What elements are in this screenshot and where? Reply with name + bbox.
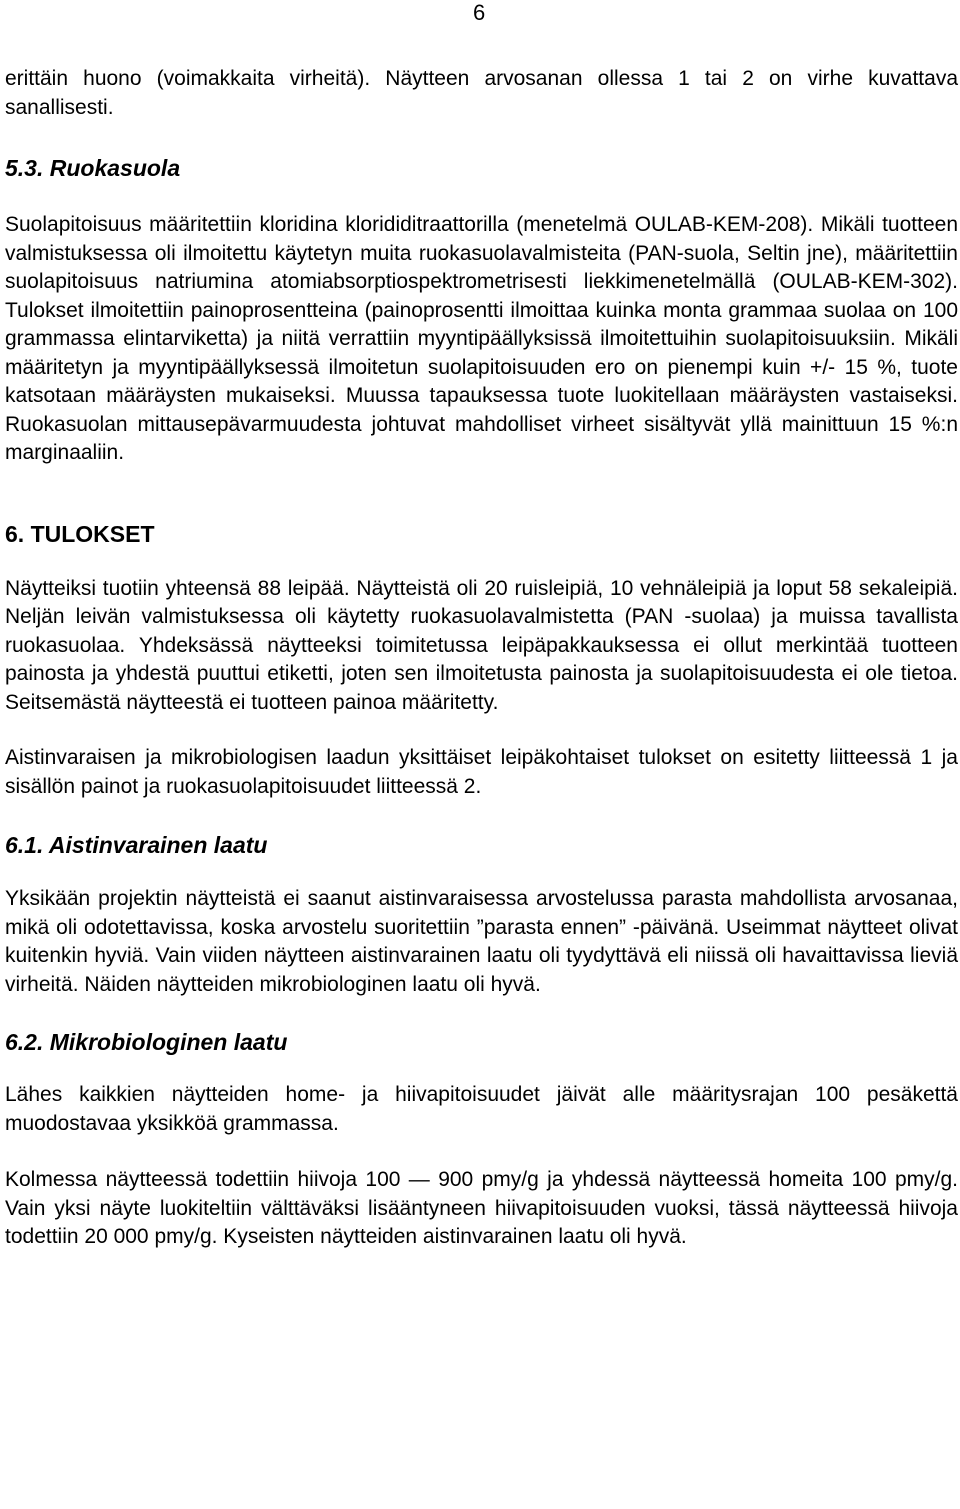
section-6 xyxy=(5,520,958,802)
section-6-paragraph-2: Aistinvaraisen ja mikrobiologisen laadun yksittäiset leipäkohtaiset tulokset on esitetty liitteessä 1 ja sisällön painot ja ruokasuolapitoisuudet liitteessä 2. xyxy=(5,746,958,798)
section-6-paragraph-1: Näytteiksi tuotiin yhteensä 88 leipää. Näytteistä oli 20 ruisleipiä, 10 vehnäleipiä ja loput 58 sekaleipiä. Neljän leivän valmistuksessa oli käytetty ruokasuolavalmistetta (PAN -suolaa) ja muissa tavallista ruokasuolaa. Yhdeksässä näytteeksi toimitetussa leipäpakkauksessa ei ollut merkintää tuotteen painosta ja yhdestä puuttui etiketti, joten sen ilmoitetusta painosta ja suolapitoisuudesta ei ole tietoa. Seitsemästä näytteestä ei tuotteen painoa määritetty. xyxy=(5,576,958,714)
section-5-3-paragraph: Suolapitoisuus määritettiin kloridina klorididitraattorilla (menetelmä OULAB-KEM-208). Mikäli tuotteen valmistuksessa oli ilmoitettu käytetyn muita ruokasuolavalmisteita (PAN-suola, Seltin jne), määritettiin suolapitoisuus natriumina atomiabsorptiospektrometrisesti liekkimenetelmällä (OULAB-KEM-302). Tulokset ilmoitettiin painoprosentteina (painoprosentti ilmoittaa kuinka monta grammaa suolaa on 100 grammassa elintarviketta) ja niitä verrattiin myyntipäällyksissä ilmoitettuihin suolapitoisuuksiin. Mikäli määritetyn ja myyntipäällyksessä ilmoitetun suolapitoisuuden ero on pienempi kuin +/- 15 %, tuote katsotaan määräysten mukaiseksi. Muussa tapauksessa tuote luokitellaan määräysten vastaiseksi. Ruokasuolan mittausepävarmuudesta johtuvat mahdolliset virheet sisältyvät yllä mainittuun 15 %:n marginaaliin. xyxy=(5,213,958,464)
section-6-2-paragraph-1: Lähes kaikkien näytteiden home- ja hiivapitoisuudet jäivät alle määritysrajan 100 pesäkettä muodostavaa yksikköä grammassa. xyxy=(5,1083,958,1135)
section-heading-6-2: 6.2. Mikrobiologinen laatu xyxy=(5,1029,288,1055)
section-heading-6-1: 6.1. Aistinvarainen laatu xyxy=(5,832,268,858)
section-6-2-paragraph-2: Kolmessa näytteessä todettiin hiivoja 100 — 900 pmy/g ja yhdessä näytteessä homeita 100 pmy/g. Vain yksi näyte luokiteltiin välttäväksi lisääntyneen hiivapitoisuuden vuoksi, tässä näytteessä hiivoja todettiin 20 000 pmy/g. Kyseisten näytteiden aistinvarainen laatu oli hyvä. xyxy=(5,1168,958,1248)
section-5-3 xyxy=(5,154,958,468)
section-6-1 xyxy=(5,831,958,999)
section-6-1-paragraph: Yksikään projektin näytteistä ei saanut aistinvaraisessa arvostelussa parasta mahdollista arvosanaa, mikä oli odotettavissa, koska arvostelu suoritettiin ”parasta ennen” -päivänä. Useimmat näytteet olivat kuitenkin hyviä. Vain viiden näytteen aistinvarainen laatu oli tyydyttävä eli niissä oli havaittavissa lieviä virheitä. Näiden näytteiden mikrobiologinen laatu oli hyvä. xyxy=(5,887,958,996)
intro-paragraph: erittäin huono (voimakkaita virheitä). Näytteen arvosanan ollessa 1 tai 2 on virhe kuvattava sanallisesti. xyxy=(5,67,958,119)
section-6-2 xyxy=(5,1028,958,1252)
page-content xyxy=(5,65,958,1252)
section-heading-6: 6. TULOKSET xyxy=(5,520,155,547)
section-heading-5-3: 5.3. Ruokasuola xyxy=(5,155,181,181)
page-number: 6 xyxy=(473,0,486,25)
